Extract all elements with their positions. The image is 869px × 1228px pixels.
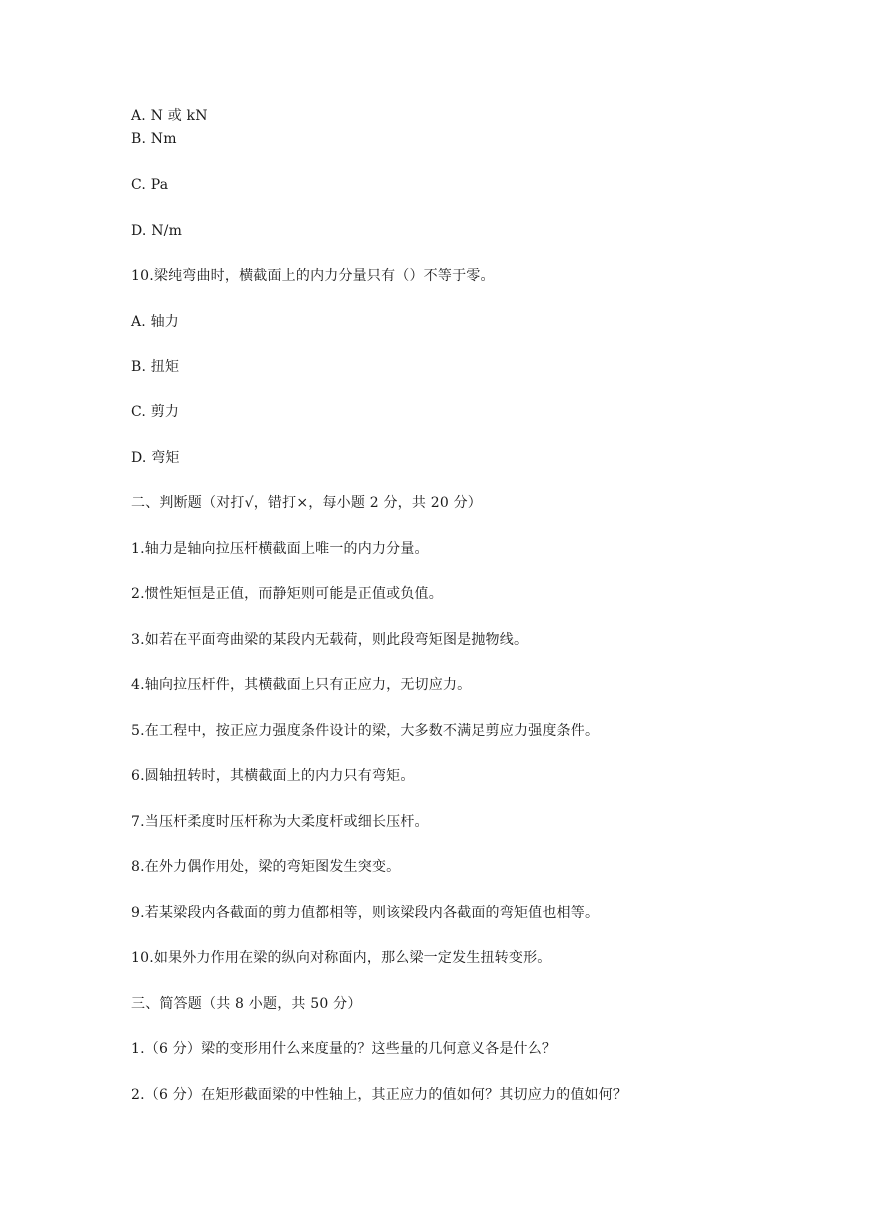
tf-item-4: 4.轴向拉压杆件，其横截面上只有正应力，无切应力。 — [131, 677, 472, 693]
section2-heading: 二、判断题（对打√，错打×，每小题 2 分，共 20 分） — [131, 495, 482, 511]
q10-option-a: A. 轴力 — [131, 314, 180, 330]
q9-option-c: C. Pa — [131, 177, 169, 193]
tf-item-2: 2.惯性矩恒是正值，而静矩则可能是正值或负值。 — [131, 586, 443, 602]
tf-item-8: 8.在外力偶作用处，梁的弯矩图发生突变。 — [131, 859, 401, 875]
q9-option-a: A. N 或 kN — [131, 108, 208, 124]
tf-item-9: 9.若某梁段内各截面的剪力值都相等，则该梁段内各截面的弯矩值也相等。 — [131, 905, 600, 921]
q10-option-d: D. 弯矩 — [131, 450, 180, 466]
short-answer-item-1: 1.（6 分）梁的变形用什么来度量的？这些量的几何意义各是什么？ — [131, 1041, 557, 1057]
tf-item-5: 5.在工程中，按正应力强度条件设计的梁，大多数不满足剪应力强度条件。 — [131, 723, 600, 739]
tf-item-10: 10.如果外力作用在梁的纵向对称面内，那么梁一定发生扭转变形。 — [131, 950, 552, 966]
section3-heading: 三、简答题（共 8 小题，共 50 分） — [131, 996, 362, 1012]
tf-item-7: 7.当压杆柔度时压杆称为大柔度杆或细长压杆。 — [131, 814, 429, 830]
short-answer-item-2: 2.（6 分）在矩形截面梁的中性轴上，其正应力的值如何？其切应力的值如何？ — [131, 1087, 628, 1103]
q9-option-d: D. N/m — [131, 223, 183, 239]
tf-item-3: 3.如若在平面弯曲梁的某段内无载荷，则此段弯矩图是抛物线。 — [131, 632, 529, 648]
q9-option-b: B. Nm — [131, 131, 177, 147]
tf-item-6: 6.圆轴扭转时，其横截面上的内力只有弯矩。 — [131, 768, 415, 784]
tf-item-1: 1.轴力是轴向拉压杆横截面上唯一的内力分量。 — [131, 541, 429, 557]
q10-option-c: C. 剪力 — [131, 404, 180, 420]
q10-option-b: B. 扭矩 — [131, 359, 180, 375]
q10-stem: 10.梁纯弯曲时，横截面上的内力分量只有（）不等于零。 — [131, 268, 495, 284]
